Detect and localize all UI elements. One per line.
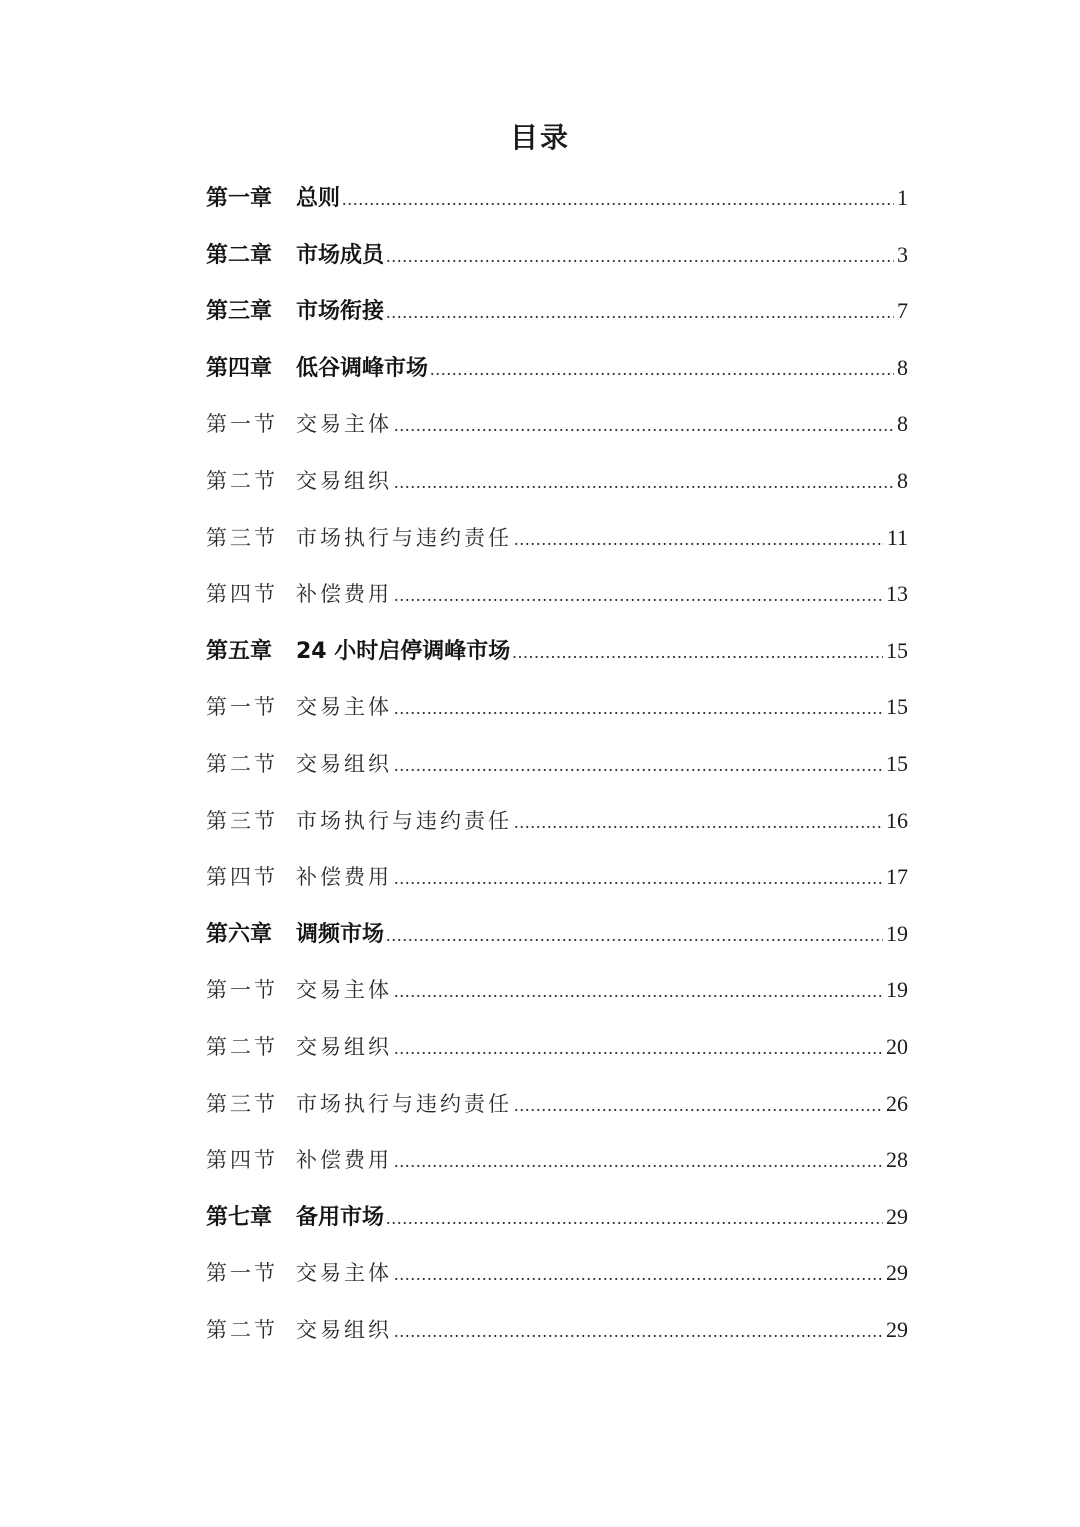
- toc-section-entry[interactable]: [206, 793, 908, 850]
- toc-entry-title: 市场衔接: [296, 299, 385, 325]
- toc-page-number: 19: [886, 920, 908, 946]
- toc-entry-number: 第四节: [206, 1148, 278, 1173]
- toc-section-entry[interactable]: [206, 510, 908, 567]
- toc-dot-leader: [514, 511, 884, 567]
- toc-chapter-entry[interactable]: [206, 906, 908, 963]
- toc-entry-number: 第七章: [206, 1204, 273, 1230]
- toc-page-number: 1: [897, 185, 908, 210]
- toc-chapter-entry[interactable]: [206, 623, 908, 680]
- toc-entry-number: 第六章: [206, 921, 273, 947]
- toc-page-number: 13: [886, 581, 908, 607]
- toc-dot-leader: [342, 171, 894, 227]
- toc-entry-number: 第四节: [206, 865, 278, 890]
- toc-dot-leader: [394, 850, 883, 906]
- toc-dot-leader: [514, 794, 883, 850]
- toc-section-entry[interactable]: [206, 849, 908, 906]
- toc-entry-number: 第四章: [206, 355, 273, 381]
- toc-entry-title: 调频市场: [296, 921, 385, 947]
- toc-dot-leader: [394, 963, 883, 1019]
- toc-entry-number: 第二节: [206, 468, 278, 493]
- toc-page-number: 26: [886, 1090, 908, 1116]
- toc-entry-number: 第一节: [206, 695, 278, 720]
- toc-entry-title: 市场执行与违约责任: [296, 808, 512, 833]
- toc-entry-number: 第一节: [206, 978, 278, 1003]
- toc-chapter-entry[interactable]: [206, 227, 908, 284]
- toc-title: 目录: [509, 121, 570, 154]
- toc-dot-leader: [394, 397, 894, 453]
- toc-entry-title: 补偿费用: [296, 582, 392, 607]
- toc-entry-title: 总则: [296, 186, 341, 211]
- toc-page-number: 16: [886, 807, 908, 833]
- toc-section-entry[interactable]: [206, 1132, 908, 1189]
- toc-entry-number: 第五章: [206, 638, 273, 664]
- toc-entry-number: 第二节: [206, 751, 278, 776]
- toc-page-number: 3: [897, 241, 908, 267]
- toc-dot-leader: [394, 737, 883, 793]
- toc-entry-title: 备用市场: [296, 1204, 385, 1230]
- toc-entry-title: 市场执行与违约责任: [296, 1091, 512, 1116]
- toc-dot-leader: [512, 624, 883, 680]
- toc-page-number: 17: [886, 864, 908, 890]
- toc-page-number: 28: [886, 1147, 908, 1173]
- toc-entry-number: 第三节: [206, 525, 278, 550]
- toc-section-entry[interactable]: [206, 1076, 908, 1133]
- toc-page-number: 29: [886, 1203, 908, 1229]
- toc-dot-leader: [394, 1133, 883, 1189]
- toc-section-entry[interactable]: [206, 736, 908, 793]
- toc-entry-title: 交易主体: [296, 412, 392, 437]
- toc-section-entry[interactable]: [206, 679, 908, 736]
- toc-page-number: 20: [886, 1033, 908, 1059]
- toc-page-number: 11: [886, 524, 908, 550]
- toc-section-entry[interactable]: [206, 566, 908, 623]
- toc-chapter-entry[interactable]: [206, 1189, 908, 1246]
- toc-dot-leader: [394, 680, 883, 736]
- toc-entry-title: 交易组织: [296, 1317, 392, 1342]
- toc-page-number: 7: [897, 298, 908, 324]
- toc-dot-leader: [386, 907, 883, 963]
- toc-entry-number: 第四节: [206, 582, 278, 607]
- toc-list: [206, 170, 908, 1358]
- toc-entry-title: 交易主体: [296, 1261, 392, 1286]
- toc-dot-leader: [386, 228, 894, 284]
- toc-section-entry[interactable]: [206, 1019, 908, 1076]
- toc-section-entry[interactable]: [206, 453, 908, 510]
- toc-dot-leader: [386, 284, 894, 340]
- toc-page-number: 8: [897, 411, 908, 437]
- toc-entry-number: 第三章: [206, 299, 273, 325]
- toc-entry-number: 第二节: [206, 1317, 278, 1342]
- toc-chapter-entry[interactable]: [206, 340, 908, 397]
- toc-entry-title: 补偿费用: [296, 865, 392, 890]
- toc-entry-title: 交易主体: [296, 978, 392, 1003]
- toc-dot-leader: [514, 1077, 883, 1133]
- toc-entry-number: 第二章: [206, 242, 273, 268]
- toc-section-entry[interactable]: [206, 962, 908, 1019]
- toc-dot-leader: [394, 454, 894, 510]
- toc-entry-number: 第一节: [206, 1261, 278, 1286]
- toc-section-entry[interactable]: [206, 396, 908, 453]
- toc-entry-number: 第三节: [206, 808, 278, 833]
- toc-page-number: 15: [886, 694, 908, 720]
- toc-dot-leader: [394, 1303, 883, 1359]
- toc-entry-title: 交易主体: [296, 695, 392, 720]
- toc-dot-leader: [394, 1020, 883, 1076]
- toc-chapter-entry[interactable]: [206, 283, 908, 340]
- toc-section-entry[interactable]: [206, 1245, 908, 1302]
- toc-page-number: 8: [897, 467, 908, 493]
- toc-entry-title: 交易组织: [296, 468, 392, 493]
- toc-dot-leader: [430, 341, 894, 397]
- toc-entry-title: 市场成员: [296, 242, 385, 268]
- toc-entry-title: 市场执行与违约责任: [296, 525, 512, 550]
- toc-entry-title: 低谷调峰市场: [296, 355, 429, 381]
- toc-entry-title: 交易组织: [296, 751, 392, 776]
- toc-page-number: 15: [886, 750, 908, 776]
- toc-dot-leader: [394, 1246, 883, 1302]
- toc-entry-number: 第二节: [206, 1034, 278, 1059]
- toc-section-entry[interactable]: [206, 1302, 908, 1359]
- toc-page-number: 15: [886, 637, 908, 663]
- toc-entry-title: 24 小时启停调峰市场: [296, 638, 511, 664]
- toc-page-number: 29: [886, 1316, 908, 1342]
- toc-entry-number: 第一章: [206, 186, 273, 211]
- toc-entry-title: 交易组织: [296, 1034, 392, 1059]
- toc-dot-leader: [394, 567, 883, 623]
- toc-page-number: 29: [886, 1260, 908, 1286]
- toc-entry-number: 第三节: [206, 1091, 278, 1116]
- toc-page-number: 19: [886, 977, 908, 1003]
- toc-entry-title: 补偿费用: [296, 1148, 392, 1173]
- toc-chapter-entry[interactable]: [206, 170, 908, 227]
- toc-entry-number: 第一节: [206, 412, 278, 437]
- toc-page-number: 8: [897, 354, 908, 380]
- toc-dot-leader: [386, 1190, 883, 1246]
